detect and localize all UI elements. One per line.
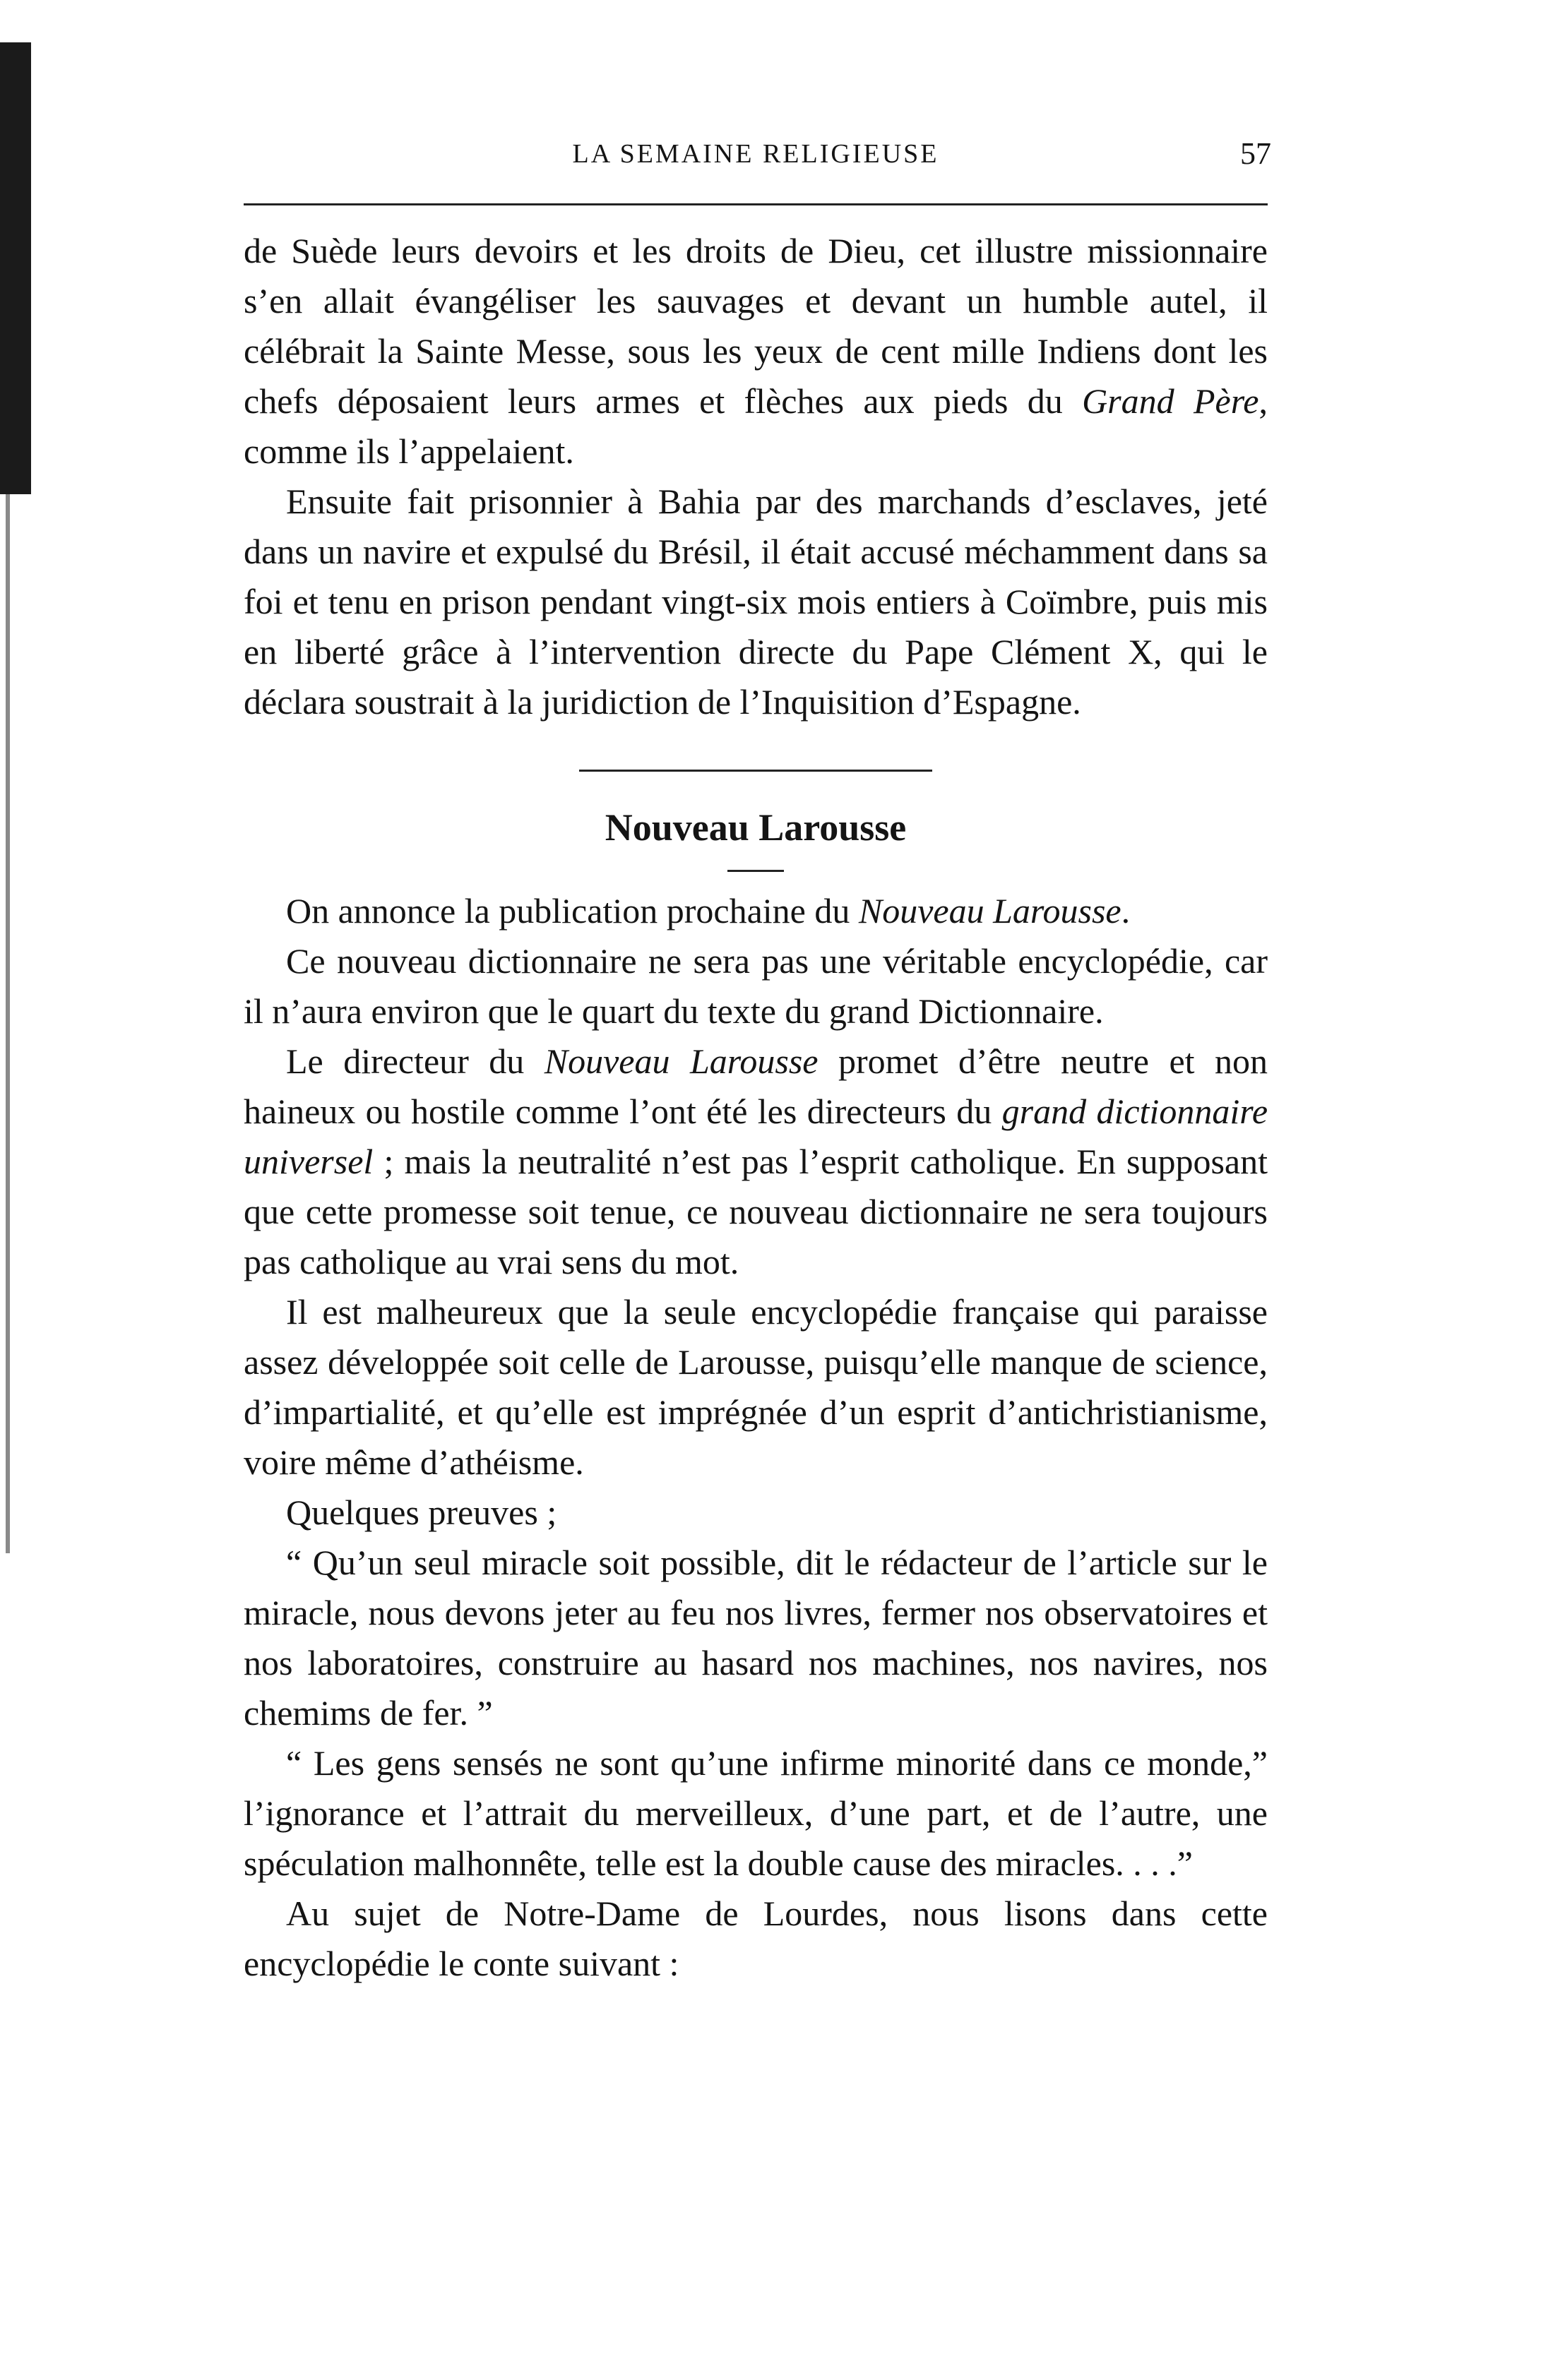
- paragraph: [244, 1889, 1268, 1989]
- text-run: .: [1121, 891, 1131, 931]
- text-run: Ce nouveau dictionnaire ne sera pas une véritable encyclopédie, car il n’aura environ que le quart du texte du grand Dictionnaire.: [244, 941, 1268, 1031]
- italic-run: Grand Père: [1082, 381, 1259, 421]
- paragraph: [244, 226, 1268, 477]
- text-run: ; mais la neutralité n’est pas l’esprit catholique. En supposant que cette promesse soit tenue, ce nouveau dictionnaire ne sera toujours pas catholique au vrai sens du mot.: [244, 1142, 1268, 1281]
- scan-edge-mark: [0, 42, 31, 494]
- text-run: , comme ils l’appelaient.: [244, 381, 1268, 471]
- italic-run: Nouveau Larousse: [858, 891, 1121, 931]
- paragraph: [244, 1538, 1268, 1738]
- text-run: On annonce la publication prochaine du: [286, 891, 859, 931]
- first-section: [244, 226, 1268, 727]
- text-run: “ Qu’un seul miracle soit possible, dit le rédacteur de l’article sur le miracle, nous devons jeter au feu nos livres, fermer nos observatoires et nos laboratoires, construire au hasard nos machines, nos navires, nos chemims de fer. ”: [244, 1543, 1268, 1733]
- text-run: Il est malheureux que la seule encyclopédie française qui paraisse assez développée soit celle de Larousse, puisqu’elle manque de science, d’impartialité, et qu’elle est imprégnée d’un esprit d’antichristianisme, voire même d’athéisme.: [244, 1292, 1268, 1482]
- paragraph: [244, 1738, 1268, 1889]
- paragraph: [244, 1287, 1268, 1488]
- running-title: LA SEMAINE RELIGIEUSE: [572, 139, 939, 169]
- header-rule: [244, 203, 1268, 205]
- page-header: [240, 138, 1271, 181]
- text-run: Le directeur du: [286, 1041, 545, 1081]
- text-run: promet d’être neutre et non haineux ou hostile comme l’ont été les directeurs du: [244, 1041, 1268, 1131]
- paragraph: [244, 936, 1268, 1036]
- title-dash: [727, 870, 784, 872]
- text-run: Ensuite fait prisonnier à Bahia par des marchands d’esclaves, jeté dans un navire et expulsé du Brésil, il était accusé méchamment dans sa foi et tenu en prison pendant vingt-six mois entiers à Coïmbre, puis mis en liberté grâce à l’intervention directe du Pape Clément X, qui le déclara soustrait à la juridiction de l’Inquisition d’Espagne.: [244, 482, 1268, 722]
- section-title: Nouveau Larousse: [605, 806, 907, 849]
- page-number: 57: [1240, 136, 1271, 171]
- scan-edge-line: [6, 494, 10, 1553]
- paragraph: [244, 886, 1268, 936]
- paragraph: [244, 1036, 1268, 1287]
- section-divider: [579, 770, 932, 772]
- text-run: Au sujet de Notre-Dame de Lourdes, nous lisons dans cette encyclopédie le conte suivant :: [244, 1894, 1268, 1983]
- paragraph: [244, 477, 1268, 727]
- second-section: [244, 886, 1268, 1989]
- text-run: “ Les gens sensés ne sont qu’une infirme minorité dans ce monde,” l’ignorance et l’attrait du merveilleux, d’une part, et de l’autre, une spéculation malhonnête, telle est la double cause des miracles. . . .”: [244, 1743, 1268, 1883]
- italic-run: Nouveau Larousse: [544, 1041, 819, 1081]
- text-run: Quelques preuves ;: [286, 1493, 557, 1532]
- page-body: [244, 226, 1268, 1989]
- text-run: de Suède leurs devoirs et les droits de Dieu, cet illustre missionnaire s’en allait évangéliser les sauvages et devant un humble autel, il célébrait la Sainte Messe, sous les yeux de cent mille Indiens dont les chefs déposaient leurs armes et flèches aux pieds du: [244, 231, 1268, 421]
- italic-run: grand dictionnaire universel: [244, 1092, 1268, 1181]
- paragraph: [244, 1488, 1268, 1538]
